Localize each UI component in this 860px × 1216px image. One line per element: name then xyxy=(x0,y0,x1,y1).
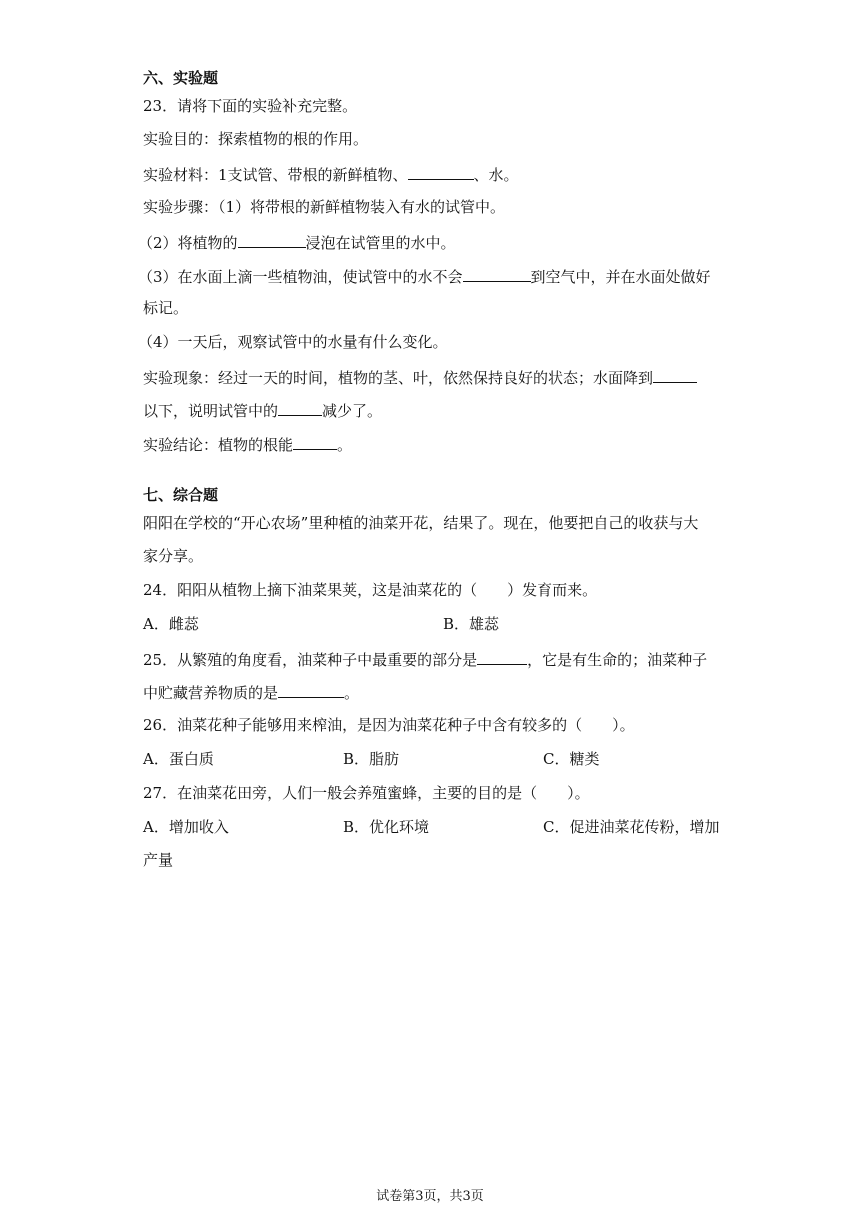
q23-phenomenon-blank-2[interactable] xyxy=(278,399,322,416)
q23-step-3-text-a: （3）在水面上滴一些植物油，使试管中的水不会 xyxy=(138,268,463,286)
q27-prompt: 27．在油菜花田旁，人们一般会养殖蜜蜂，主要的目的是（ ）。 xyxy=(143,784,590,802)
q26-option-b[interactable]: B．脂肪 xyxy=(343,750,400,768)
q25-text-b: ，它是有生命的；油菜种子 xyxy=(527,651,708,669)
q25-text-c: 中贮藏营养物质的是 xyxy=(143,684,279,702)
q23-step-3-cont: 标记。 xyxy=(143,299,189,317)
q23-conclusion-text-b: 。 xyxy=(337,436,353,454)
q23-step-3 xyxy=(138,265,718,287)
q23-materials xyxy=(143,163,723,185)
q23-phenomenon-cont xyxy=(143,399,723,421)
q23-phenomenon xyxy=(143,366,723,388)
q23-step-2 xyxy=(138,231,718,253)
q23-phenomenon-text-a: 实验现象：经过一天的时间，植物的茎、叶，依然保持良好的状态；水面降到 xyxy=(143,369,654,387)
page-footer: 试卷第3页，共3页 xyxy=(376,1189,484,1204)
q26-option-a[interactable]: A．蛋白质 xyxy=(143,750,214,768)
q24-option-b[interactable]: B．雄蕊 xyxy=(443,615,500,633)
q23-step-2-text-b: 浸泡在试管里的水中。 xyxy=(305,234,456,252)
q23-purpose: 实验目的：探索植物的根的作用。 xyxy=(143,130,369,148)
section-6-title: 六、实验题 xyxy=(143,69,219,87)
q27-option-c[interactable]: C．促进油菜花传粉，增加 xyxy=(543,818,720,836)
section-7-intro-1: 阳阳在学校的“开心农场”里种植的油菜开花，结果了。现在，他要把自己的收获与大 xyxy=(143,514,699,532)
q23-conclusion xyxy=(143,433,723,455)
section-7-title: 七、综合题 xyxy=(143,486,219,504)
q23-step-4: （4）一天后，观察试管中的水量有什么变化。 xyxy=(138,333,448,351)
q23-materials-text-b: 、水。 xyxy=(473,166,519,184)
q27-option-b[interactable]: B．优化环境 xyxy=(343,818,430,836)
q23-step-1: 实验步骤：（1）将带根的新鲜植物装入有水的试管中。 xyxy=(143,198,506,216)
q25-line-1 xyxy=(143,648,723,670)
q25-text-d: 。 xyxy=(344,684,360,702)
q23-phenomenon-blank-1[interactable] xyxy=(653,366,697,383)
q23-step-3-blank[interactable] xyxy=(463,265,531,282)
q25-blank-2[interactable] xyxy=(278,681,344,698)
q24-option-a[interactable]: A．雌蕊 xyxy=(143,615,199,633)
q26-prompt: 26．油菜花种子能够用来榨油，是因为油菜花种子中含有较多的（ ）。 xyxy=(143,716,635,734)
q24-prompt: 24．阳阳从植物上摘下油菜果荚，这是油菜花的（ ）发育而来。 xyxy=(143,581,598,599)
q23-conclusion-blank[interactable] xyxy=(293,433,337,450)
q23-materials-text-a: 实验材料：1支试管、带根的新鲜植物、 xyxy=(143,166,408,184)
q25-text-a: 25．从繁殖的角度看，油菜种子中最重要的部分是 xyxy=(143,651,478,669)
q23-prompt: 23．请将下面的实验补充完整。 xyxy=(143,97,358,115)
q23-phenomenon-text-c: 减少了。 xyxy=(322,402,383,420)
q23-step-3-text-b: 到空气中，并在水面处做好 xyxy=(530,268,711,286)
q27-option-a[interactable]: A．增加收入 xyxy=(143,818,229,836)
q23-step-2-blank[interactable] xyxy=(238,231,306,248)
q23-step-2-text-a: （2）将植物的 xyxy=(138,234,238,252)
q23-phenomenon-text-b: 以下，说明试管中的 xyxy=(143,402,279,420)
q26-option-c[interactable]: C．糖类 xyxy=(543,750,600,768)
section-7-intro-2: 家分享。 xyxy=(143,547,204,565)
q23-conclusion-text-a: 实验结论：植物的根能 xyxy=(143,436,294,454)
q27-option-c-cont: 产量 xyxy=(143,851,174,869)
q23-materials-blank[interactable] xyxy=(408,163,474,180)
q25-line-2 xyxy=(143,681,723,703)
q25-blank-1[interactable] xyxy=(477,648,527,665)
